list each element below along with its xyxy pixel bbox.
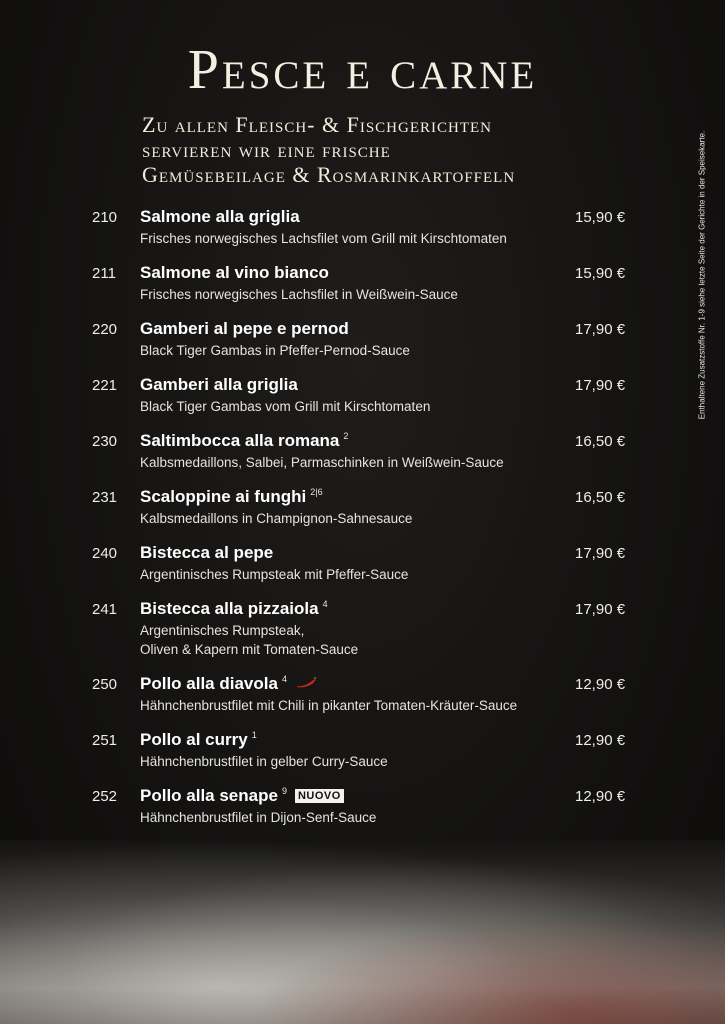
item-description-line: Hähnchenbrustfilet mit Chili in pikanter Tomaten-Kräuter-Sauce: [140, 698, 518, 713]
menu-item: [0, 599, 725, 659]
additive-reference: 4: [322, 599, 328, 610]
item-price: 12,90 €: [575, 788, 626, 805]
additive-reference: 1: [251, 730, 257, 741]
additive-reference: 4: [281, 674, 287, 685]
item-number: 211: [92, 265, 116, 282]
item-number: 241: [92, 601, 118, 618]
item-description-line: Kalbsmedaillons in Champignon-Sahnesauce: [140, 511, 413, 526]
item-price: 17,90 €: [575, 545, 626, 562]
item-name: Bistecca alla pizzaiola: [140, 599, 319, 618]
subtitle-line: Zu allen Fleisch- & Fischgerichten: [142, 112, 492, 137]
menu-item: [0, 375, 725, 416]
item-description: [140, 509, 570, 528]
item-description-line: Argentinisches Rumpsteak mit Pfeffer-Sauce: [140, 567, 409, 582]
additives-note: Enthaltene Zusatzstoffe Nr. 1-9 siehe letzte Seite der Gerichte in der Speisekarte.: [697, 130, 707, 420]
item-name: Pollo alla diavola: [140, 674, 278, 693]
item-description: [140, 453, 570, 472]
item-name: Pollo alla senape: [140, 786, 278, 805]
flour-background-photo: [0, 840, 725, 1024]
item-name-line: [140, 786, 725, 808]
item-description: [140, 229, 570, 248]
item-name-line: [140, 487, 725, 509]
additive-reference: 9: [281, 786, 287, 797]
item-description: [140, 696, 570, 715]
menu-item: [0, 730, 725, 771]
chili-icon: [295, 674, 317, 694]
item-name: Salmone al vino bianco: [140, 263, 329, 282]
item-name-line: [140, 674, 725, 696]
item-name-line: [140, 319, 725, 341]
item-number: 230: [92, 433, 118, 450]
new-badge: NUOVO: [295, 789, 344, 803]
item-name: Gamberi alla griglia: [140, 375, 298, 394]
menu-item: [0, 263, 725, 304]
menu-item: [0, 431, 725, 472]
item-number: 252: [92, 788, 118, 805]
item-name-line: [140, 599, 725, 621]
item-description-line: Oliven & Kapern mit Tomaten-Sauce: [140, 642, 359, 657]
item-name: Saltimbocca alla romana: [140, 431, 340, 450]
item-description: [140, 285, 570, 304]
item-price: 17,90 €: [575, 601, 626, 618]
subtitle: [142, 112, 612, 187]
item-number: 240: [92, 545, 118, 562]
item-name: Salmone alla griglia: [140, 207, 300, 226]
item-description-line: Black Tiger Gambas in Pfeffer-Pernod-Sauce: [140, 343, 410, 358]
menu-list: [0, 207, 725, 842]
item-name: Bistecca al pepe: [140, 543, 274, 562]
item-name-line: [140, 207, 725, 229]
item-description-line: Kalbsmedaillons, Salbei, Parmaschinken in Weißwein-Sauce: [140, 455, 504, 470]
subtitle-line: Gemüsebeilage & Rosmarinkartoffeln: [142, 162, 516, 187]
item-price: 15,90 €: [575, 209, 626, 226]
item-name-line: [140, 431, 725, 453]
item-name: Scaloppine ai funghi: [140, 487, 307, 506]
item-description: [140, 621, 570, 659]
item-number: 220: [92, 321, 118, 338]
page-title: Pesce e carne: [187, 39, 538, 101]
item-number: 231: [92, 489, 118, 506]
item-description-line: Frisches norwegisches Lachsfilet vom Grill mit Kirschtomaten: [140, 231, 507, 246]
item-price: 17,90 €: [575, 321, 626, 338]
item-description-line: Argentinisches Rumpsteak,: [140, 623, 305, 638]
item-price: 16,50 €: [575, 489, 626, 506]
item-name-line: [140, 730, 725, 752]
item-price: 12,90 €: [575, 676, 626, 693]
item-number: 221: [92, 377, 118, 394]
item-price: 15,90 €: [575, 265, 626, 282]
item-name-line: [140, 375, 725, 397]
item-description-line: Hähnchenbrustfilet in gelber Curry-Sauce: [140, 754, 388, 769]
item-number: 251: [92, 732, 118, 749]
item-price: 17,90 €: [575, 377, 626, 394]
item-name: Pollo al curry: [140, 730, 248, 749]
item-price: 12,90 €: [575, 732, 626, 749]
menu-item: [0, 786, 725, 827]
menu-item: [0, 674, 725, 715]
item-description: [140, 397, 570, 416]
item-description-line: Hähnchenbrustfilet in Dijon-Senf-Sauce: [140, 810, 377, 825]
item-description-line: Black Tiger Gambas vom Grill mit Kirschtomaten: [140, 399, 431, 414]
item-description: [140, 565, 570, 584]
item-description: [140, 341, 570, 360]
item-name: Gamberi al pepe e pernod: [140, 319, 349, 338]
menu-item: [0, 487, 725, 528]
item-price: 16,50 €: [575, 433, 626, 450]
menu-item: [0, 319, 725, 360]
item-name-line: [140, 263, 725, 285]
additive-reference: 2: [343, 431, 349, 442]
item-name-line: [140, 543, 725, 565]
menu-item: [0, 207, 725, 248]
item-description: [140, 752, 570, 771]
item-description-line: Frisches norwegisches Lachsfilet in Weißwein-Sauce: [140, 287, 458, 302]
item-number: 210: [92, 209, 118, 226]
additive-reference: 2|6: [310, 487, 323, 498]
subtitle-line: servieren wir eine frische: [142, 137, 391, 162]
item-description: [140, 808, 570, 827]
menu-item: [0, 543, 725, 584]
item-number: 250: [92, 676, 118, 693]
